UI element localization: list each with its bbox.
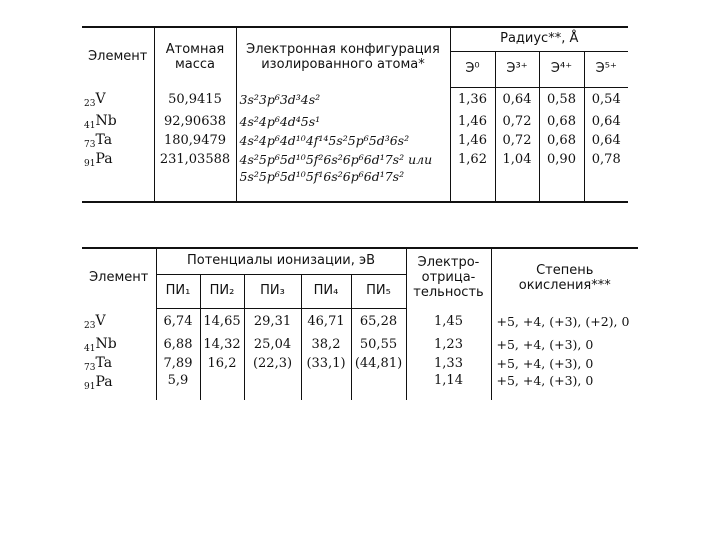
element-cell: $_{23}$V (82, 308, 156, 336)
pi-cell: 14,65 (200, 308, 244, 336)
pi-cell: 16,2 (200, 355, 244, 374)
header-pi5: ПИ₅ (351, 274, 406, 308)
empty-cell (584, 170, 628, 202)
radius-cell: 0,54 (591, 91, 621, 107)
oxidation-cell: +5, +4, (+3), 0 (496, 356, 594, 372)
empty-cell (539, 170, 584, 202)
pi-cell: (44,81) (351, 355, 406, 374)
pi-cell: 50,55 (351, 336, 406, 355)
header-ionization-potentials: Потенциалы ионизации, эВ (156, 248, 406, 274)
header-radius: Радиус**, Å (450, 27, 628, 51)
header-pi1: ПИ₁ (156, 274, 200, 308)
mass-cell: 231,03588 (154, 151, 236, 170)
oxidation-cell: +5, +4, (+3), (+2), 0 (496, 313, 630, 329)
empty-cell (154, 170, 236, 202)
header-radius-5: Э⁵⁺ (584, 51, 628, 87)
header-pi2: ПИ₂ (200, 274, 244, 308)
pi-cell (351, 374, 406, 400)
pi-cell (200, 374, 244, 400)
header-pi3: ПИ₃ (244, 274, 301, 308)
header-radius-4: Э⁴⁺ (539, 51, 584, 87)
pi-cell: 46,71 (301, 308, 351, 336)
empty-cell (82, 170, 154, 202)
header-oxidation-state: Степень окисления*** (491, 248, 638, 308)
radius-cell: 0,64 (591, 114, 621, 130)
element-cell: $_{91}$Pa (82, 374, 156, 400)
config-cell: 4s²5p⁶5d¹⁰5f²6s²6p⁶6d¹7s² или (236, 151, 450, 170)
config-cell-alt: 5s²5p⁶5d¹⁰5f¹6s²6p⁶6d¹7s² (236, 170, 450, 202)
empty-cell (450, 170, 495, 202)
radius-cell: 1,04 (495, 151, 539, 170)
pi-cell: 29,31 (244, 308, 301, 336)
oxidation-cell: +5, +4, (+3), 0 (496, 374, 594, 388)
empty-cell (495, 170, 539, 202)
pi-cell: 6,88 (156, 336, 200, 355)
header-radius-0: Э⁰ (450, 51, 495, 87)
electronegativity-cell: 1,33 (406, 355, 491, 374)
config-cell: 4s²4p⁶4d⁴5s¹ (236, 113, 450, 132)
element-properties-table (82, 26, 628, 203)
header-pi4: ПИ₄ (301, 274, 351, 308)
radius-cell: 0,64 (495, 87, 539, 113)
header-radius-3: Э³⁺ (495, 51, 539, 87)
header-atomic-mass: Атомная масса (154, 27, 236, 87)
header-electron-config: Электронная конфигурация изолированного атома* (236, 27, 450, 87)
element-cell: $_{91}$Pa (82, 151, 154, 170)
pi-cell: (33,1) (301, 355, 351, 374)
ionization-table (82, 247, 638, 400)
pi-cell: 7,89 (156, 355, 200, 374)
radius-cell: 0,58 (539, 87, 584, 113)
element-cell: $_{73}$Ta (82, 355, 156, 374)
radius-cell: 0,68 (539, 113, 584, 132)
radius-cell: 0,72 (495, 132, 539, 151)
mass-cell: 92,90638 (154, 113, 236, 132)
element-cell: $_{73}$Ta (82, 132, 154, 151)
pi-cell: 14,32 (200, 336, 244, 355)
element-cell: $_{41}$Nb (82, 336, 156, 355)
electronegativity-cell: 1,23 (406, 336, 491, 355)
radius-cell: 1,36 (450, 87, 495, 113)
pi-cell (244, 374, 301, 400)
pi-cell (301, 374, 351, 400)
config-cell: 4s²4p⁶4d¹⁰4f¹⁴5s²5p⁶5d³6s² (236, 132, 450, 151)
pi-cell: 25,04 (244, 336, 301, 355)
header-element: Элемент (82, 248, 156, 308)
radius-cell: 1,46 (450, 132, 495, 151)
mass-cell: 180,9479 (154, 132, 236, 151)
element-cell: $_{23}$V (82, 87, 154, 113)
radius-cell: 0,68 (539, 132, 584, 151)
electronegativity-cell: 1,45 (406, 308, 491, 336)
radius-cell: 0,90 (539, 151, 584, 170)
radius-cell: 0,78 (591, 152, 621, 168)
radius-cell: 1,62 (450, 151, 495, 170)
oxidation-cell: +5, +4, (+3), 0 (496, 337, 594, 353)
electronegativity-cell: 1,14 (406, 374, 491, 400)
radius-cell: 0,72 (495, 113, 539, 132)
radius-cell: 1,46 (450, 113, 495, 132)
element-cell: $_{41}$Nb (82, 113, 154, 132)
header-electronegativity: Электро- отрица- тельность (406, 248, 491, 308)
pi-cell: (22,3) (244, 355, 301, 374)
mass-cell: 50,9415 (154, 87, 236, 113)
pi-cell: 65,28 (351, 308, 406, 336)
header-element: Элемент (82, 27, 154, 87)
pi-cell: 38,2 (301, 336, 351, 355)
config-cell: 3s²3p⁶3d³4s² (236, 87, 450, 113)
radius-cell: 0,64 (591, 133, 621, 149)
pi-cell: 6,74 (156, 308, 200, 336)
pi-cell: 5,9 (156, 374, 200, 400)
